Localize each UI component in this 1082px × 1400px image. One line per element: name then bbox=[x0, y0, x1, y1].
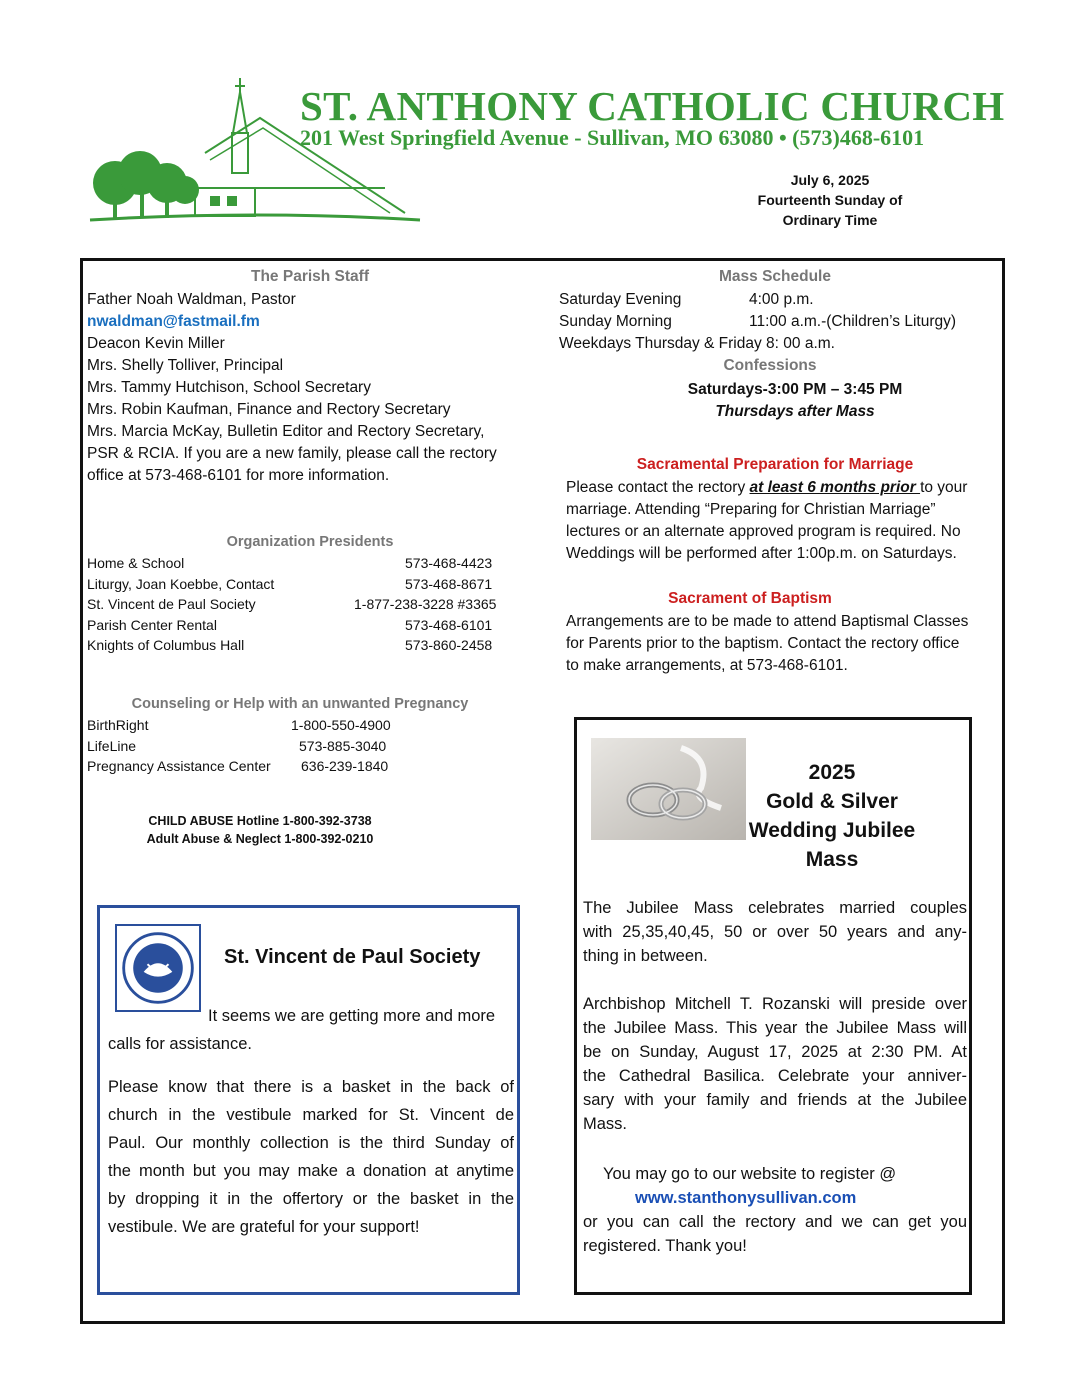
org-presidents-list bbox=[87, 553, 507, 656]
church-address: 201 West Springfield Avenue - Sullivan, MO 63080 • (573)468-6101 bbox=[300, 125, 925, 150]
marriage-line: lectures or an alternate approved program is required. No bbox=[566, 523, 961, 540]
org-row bbox=[87, 615, 507, 636]
staff-line: Mrs. Tammy Hutchison, School Secretary bbox=[87, 379, 371, 396]
mass-schedule-heading: Mass Schedule bbox=[719, 268, 831, 285]
child-abuse-hotline: CHILD ABUSE Hotline 1-800-392-3738 bbox=[148, 814, 372, 828]
staff-line: PSR & RCIA. If you are a new family, please call the rectory bbox=[87, 445, 497, 462]
jubilee-title bbox=[747, 758, 917, 874]
counseling-phone: 573-885-3040 bbox=[299, 737, 387, 754]
org-phone: 1-877-238-3228 #3365 bbox=[354, 596, 497, 612]
mass-day: Saturday Evening bbox=[559, 291, 682, 308]
svdp-box bbox=[97, 905, 520, 1295]
counseling-name: LifeLine bbox=[87, 737, 137, 754]
mass-time: 11:00 a.m.-(Children’s Liturgy) bbox=[749, 313, 957, 330]
jubilee-register-line: You may go to our website to register @ bbox=[603, 1165, 897, 1183]
marriage-heading: Sacramental Preparation for Marriage bbox=[636, 456, 914, 473]
org-name: Home & School bbox=[87, 555, 185, 571]
svdp-line: church in the vestibule marked for St. Vincent de bbox=[108, 1106, 514, 1124]
mass-row bbox=[559, 311, 956, 333]
marriage-text bbox=[566, 477, 986, 565]
org-phone: 573-860-2458 bbox=[405, 637, 493, 653]
svdp-line: Please know that there is a basket in the back of bbox=[108, 1078, 514, 1096]
jubilee-box bbox=[574, 717, 972, 1295]
jubilee-p1 bbox=[583, 896, 967, 968]
date-block bbox=[740, 170, 920, 230]
staff-line: Mrs. Marcia McKay, Bulletin Editor and Rectory Secretary, bbox=[87, 423, 485, 440]
jubilee-line: with 25,35,40,45, 50 or over 50 years and any- bbox=[583, 923, 967, 941]
jubilee-title-line: Wedding Jubilee bbox=[748, 819, 916, 842]
staff-line: Mrs. Shelly Tolliver, Principal bbox=[87, 357, 284, 374]
staff-line: Mrs. Robin Kaufman, Finance and Rectory Secretary bbox=[87, 401, 451, 418]
mass-time: 4:00 p.m. bbox=[749, 291, 814, 308]
svdp-line: vestibule. We are grateful for your support! bbox=[108, 1218, 420, 1236]
svdp-p1-rest: calls for assistance. bbox=[108, 1035, 252, 1053]
counseling-list bbox=[87, 715, 391, 777]
parish-staff-list bbox=[87, 289, 497, 487]
confessions-thursday: Thursdays after Mass bbox=[715, 403, 875, 420]
baptism-heading: Sacrament of Baptism bbox=[668, 590, 832, 607]
counseling-name: Pregnancy Assistance Center bbox=[87, 758, 271, 774]
liturgical-day-line2: Ordinary Time bbox=[782, 212, 878, 228]
svdp-line: by dropping it in the offertory or the basket in the bbox=[108, 1190, 514, 1208]
counseling-row bbox=[87, 715, 391, 736]
jubilee-line: sary with your family and friends at the Jubilee bbox=[583, 1091, 967, 1109]
marriage-line: Weddings will be performed after 1:00p.m. on Saturdays. bbox=[566, 545, 957, 562]
baptism-text bbox=[566, 611, 968, 677]
confessions-saturday: Saturdays-3:00 PM – 3:45 PM bbox=[687, 381, 903, 398]
marriage-post: to your bbox=[920, 479, 968, 496]
svdp-logo-icon bbox=[115, 924, 201, 1012]
marriage-emphasis: at least 6 months prior bbox=[749, 479, 921, 496]
jubilee-p3 bbox=[583, 1210, 967, 1258]
jubilee-line: the Cathedral Basilica. Celebrate your anniver- bbox=[583, 1067, 967, 1085]
jubilee-title-line: Gold & Silver bbox=[766, 790, 898, 813]
org-row bbox=[87, 574, 507, 595]
jubilee-line: Archbishop Mitchell T. Rozanski will preside over bbox=[583, 995, 967, 1013]
mass-day: Sunday Morning bbox=[559, 313, 672, 330]
confessions-heading: Confessions bbox=[723, 357, 817, 374]
org-row bbox=[87, 553, 507, 574]
jubilee-line: be on Sunday, August 17, 2025 at 2:30 PM. At bbox=[583, 1043, 967, 1061]
wedding-rings-image bbox=[591, 738, 746, 840]
abuse-hotlines bbox=[110, 812, 410, 848]
baptism-line: Arrangements are to be made to attend Baptismal Classes bbox=[566, 613, 969, 630]
jubilee-line: Mass. bbox=[583, 1115, 628, 1133]
website-link[interactable]: www.stanthonysullivan.com bbox=[635, 1189, 857, 1207]
svdp-p1-first: It seems we are getting more and more bbox=[208, 1007, 496, 1025]
liturgical-day-line1: Fourteenth Sunday of bbox=[757, 192, 903, 208]
jubilee-title-line: Mass bbox=[805, 848, 859, 871]
org-name: Liturgy, Joan Koebbe, Contact bbox=[87, 575, 275, 592]
jubilee-title-line: 2025 bbox=[808, 761, 856, 784]
svdp-title: St. Vincent de Paul Society bbox=[224, 946, 481, 968]
staff-line: office at 573-468-6101 for more information. bbox=[87, 467, 390, 484]
org-presidents-heading: Organization Presidents bbox=[226, 534, 394, 550]
counseling-phone: 1-800-550-4900 bbox=[291, 717, 391, 733]
org-row bbox=[87, 635, 507, 656]
org-name: St. Vincent de Paul Society bbox=[87, 596, 256, 612]
org-phone: 573-468-4423 bbox=[405, 555, 493, 571]
jubilee-line: or you can call the rectory and we can get you bbox=[583, 1213, 967, 1231]
org-name: Parish Center Rental bbox=[87, 616, 217, 633]
jubilee-p2 bbox=[583, 992, 967, 1136]
jubilee-line: thing in between. bbox=[583, 947, 708, 965]
church-name: ST. ANTHONY CATHOLIC CHURCH bbox=[300, 83, 1005, 129]
counseling-phone: 636-239-1840 bbox=[301, 758, 389, 774]
weekday-mass: Weekdays Thursday & Friday 8: 00 a.m. bbox=[559, 335, 835, 352]
svdp-line: the month but you may make a donation at anytime bbox=[108, 1162, 514, 1180]
org-row bbox=[87, 594, 507, 615]
counseling-heading: Counseling or Help with an unwanted Pregnancy bbox=[131, 696, 469, 712]
counseling-row bbox=[87, 756, 391, 777]
parish-staff-heading: The Parish Staff bbox=[251, 268, 369, 285]
staff-line: Father Noah Waldman, Pastor bbox=[87, 291, 296, 308]
bulletin-date: July 6, 2025 bbox=[790, 172, 870, 188]
baptism-line: to make arrangements, at 573-468-6101. bbox=[566, 657, 848, 674]
jubilee-line: the Jubilee Mass. This year the Jubilee Mass will bbox=[583, 1019, 967, 1037]
org-phone: 573-468-6101 bbox=[405, 616, 493, 633]
org-name: Knights of Columbus Hall bbox=[87, 637, 245, 653]
staff-line: Deacon Kevin Miller bbox=[87, 335, 225, 352]
jubilee-line: registered. Thank you! bbox=[583, 1237, 747, 1255]
counseling-row bbox=[87, 736, 391, 757]
marriage-pre: Please contact the rectory bbox=[566, 479, 750, 496]
marriage-line-1 bbox=[566, 477, 986, 499]
baptism-line: for Parents prior to the baptism. Contact the rectory office bbox=[566, 635, 960, 652]
svdp-p2 bbox=[108, 1073, 514, 1241]
pastor-email-link[interactable]: nwaldman@fastmail.fm bbox=[87, 313, 260, 330]
mass-row bbox=[559, 289, 956, 311]
mass-schedule-list bbox=[559, 289, 956, 355]
counseling-name: BirthRight bbox=[87, 717, 149, 733]
svdp-line: Paul. Our monthly collection is the third Sunday of bbox=[108, 1134, 514, 1152]
org-phone: 573-468-8671 bbox=[405, 575, 493, 592]
marriage-line: marriage. Attending “Preparing for Christian Marriage” bbox=[566, 501, 936, 518]
adult-abuse-hotline: Adult Abuse & Neglect 1-800-392-0210 bbox=[146, 832, 374, 846]
jubilee-line: The Jubilee Mass celebrates married couples bbox=[583, 899, 967, 917]
